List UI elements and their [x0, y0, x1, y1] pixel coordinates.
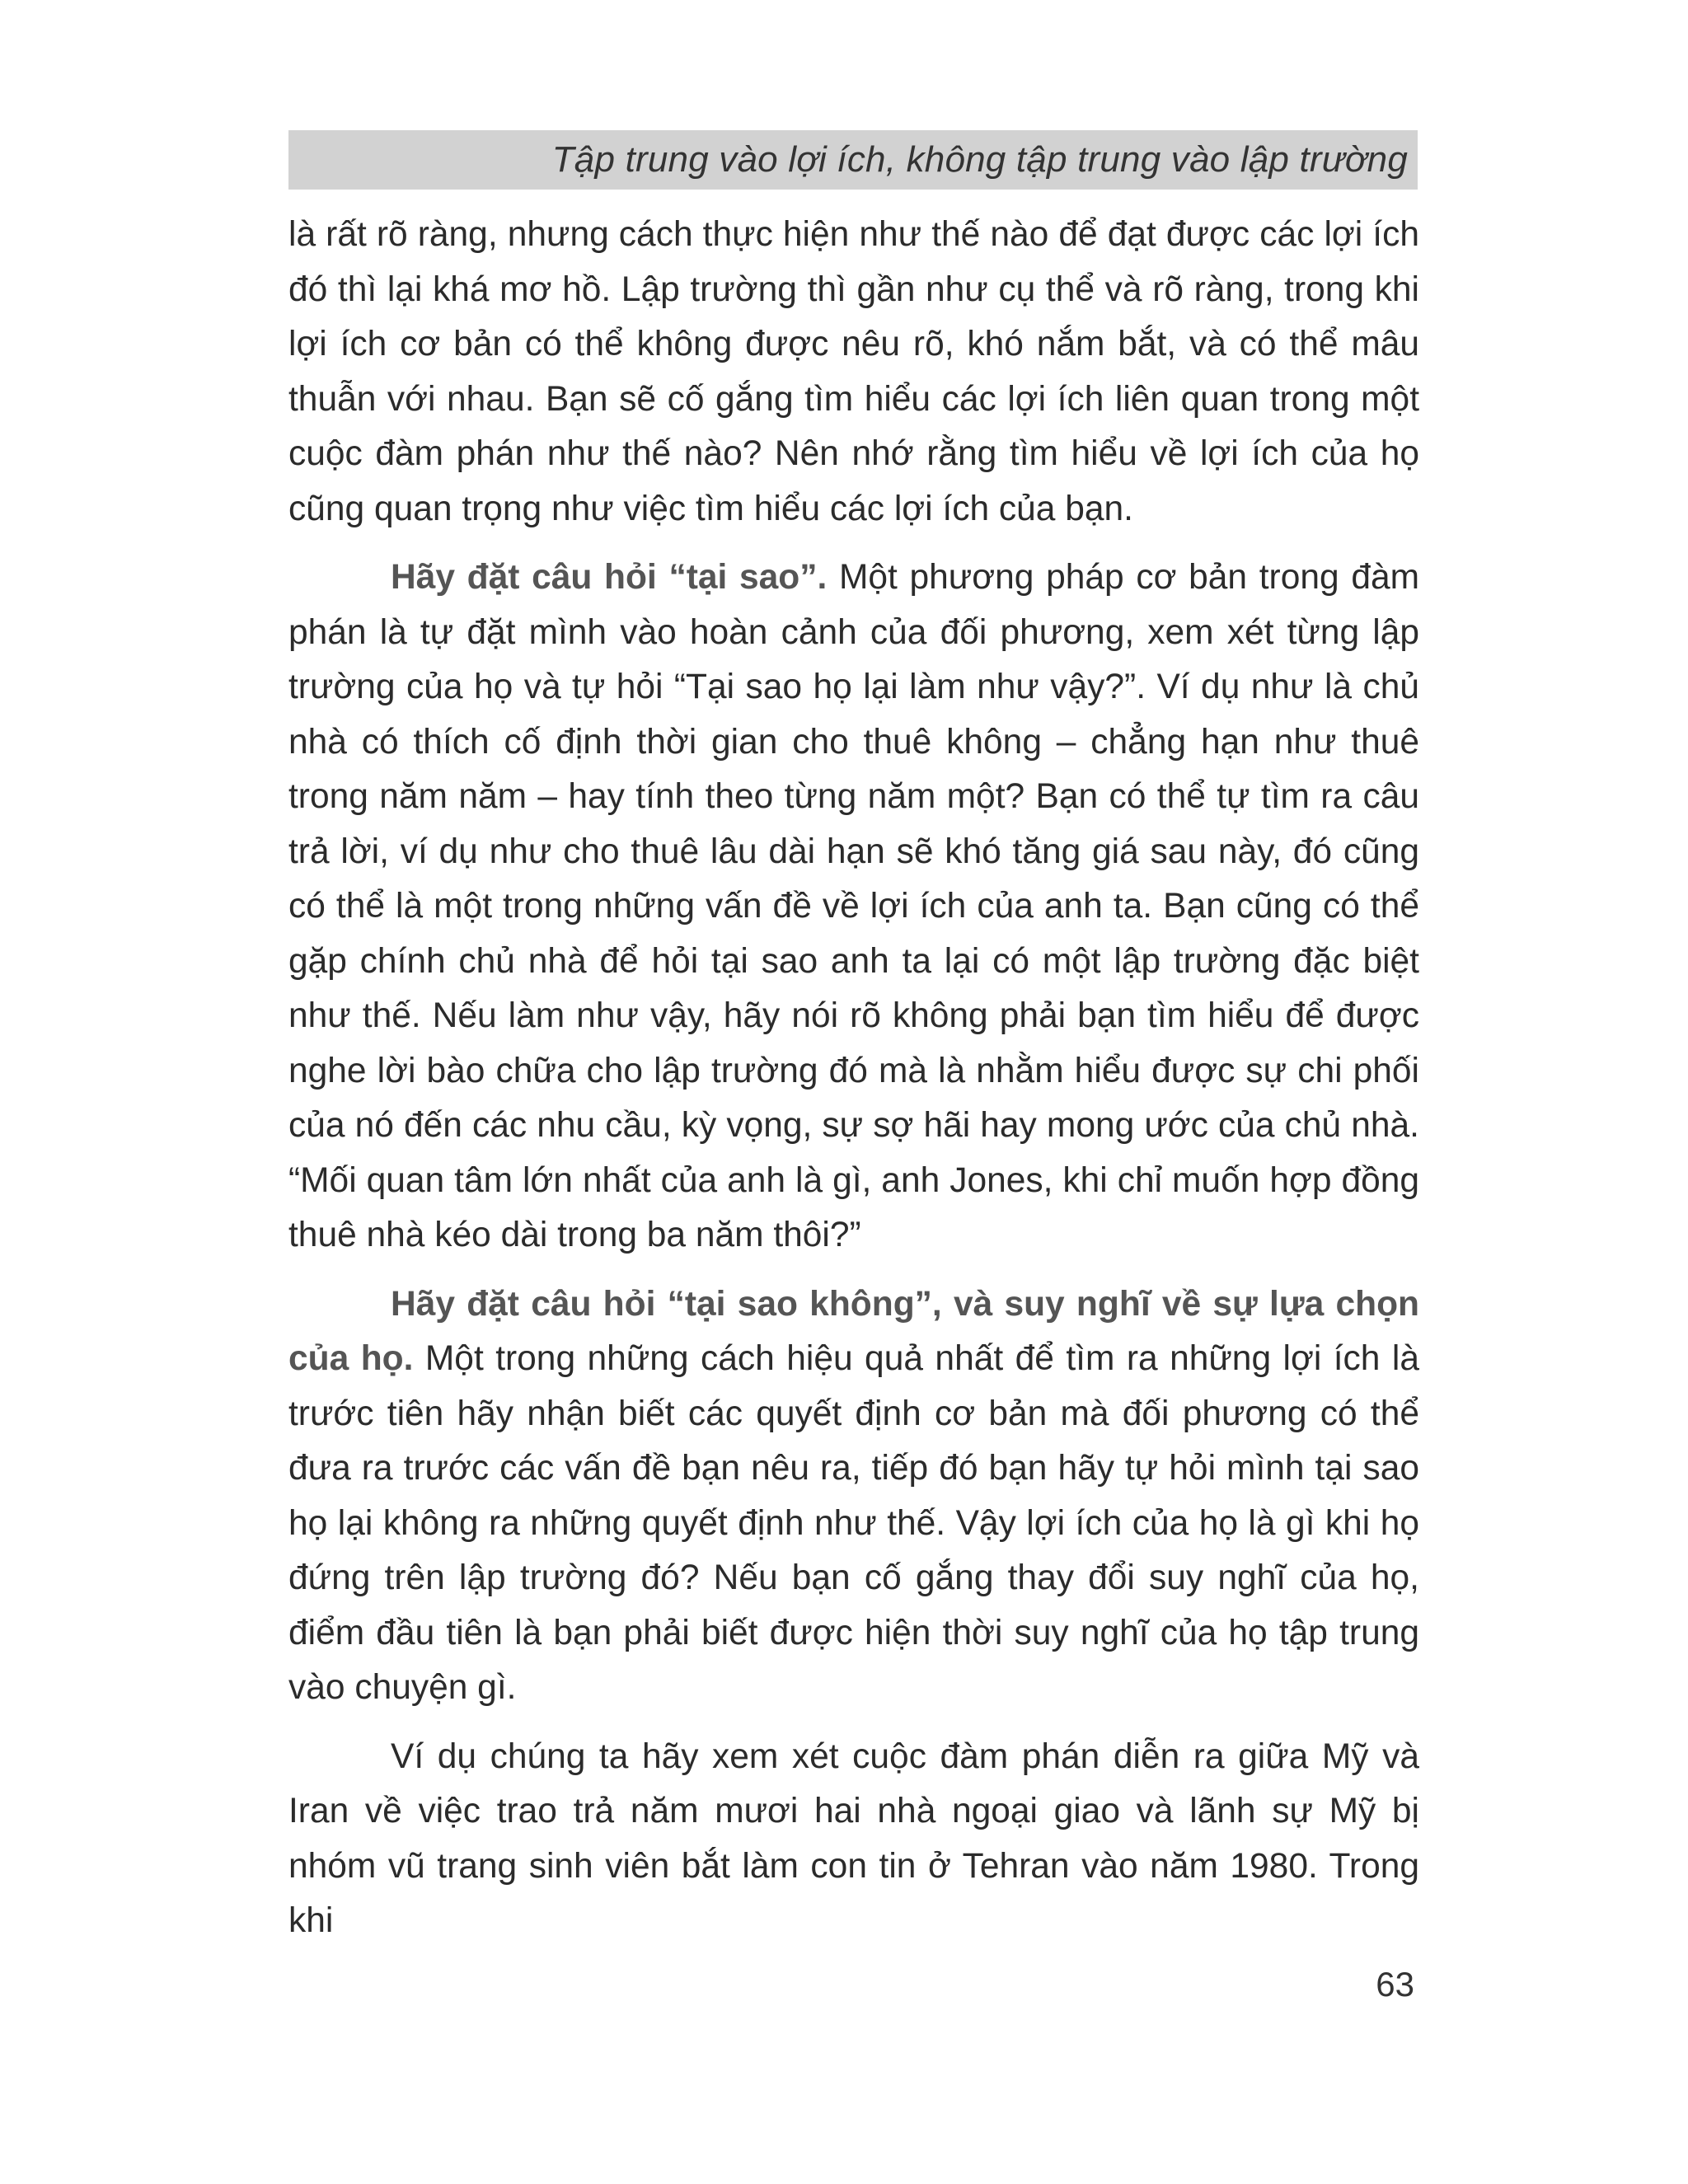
running-header	[288, 130, 1418, 190]
page-number: 63	[1376, 1965, 1414, 2004]
paragraph-ask-why-not	[288, 1277, 1419, 1716]
page-body	[288, 208, 1419, 1949]
paragraph-text: là rất rõ ràng, nhưng cách thực hiện như thế nào để đạt được các lợi ích đó thì lại khá mơ hồ. Lập trường thì gần như cụ thể và rõ ràng, trong khi lợi ích cơ bản có thể không được nêu rõ, khó nắm bắt, và có thể mâu thuẫn với nhau. Bạn sẽ cố gắng tìm hiểu các lợi ích liên quan trong một cuộc đàm phán như thế nào? Nên nhớ rằng tìm hiểu về lợi ích của họ cũng quan trọng như việc tìm hiểu các lợi ích của bạn.	[288, 215, 1419, 528]
paragraph-text: Ví dụ chúng ta hãy xem xét cuộc đàm phán diễn ra giữa Mỹ và Iran về việc trao trả năm mươi hai nhà ngoại giao và lãnh sự Mỹ bị nhóm vũ trang sinh viên bắt làm con tin ở Tehran vào năm 1980. Trong khi	[288, 1736, 1419, 1940]
paragraph-text: Một phương pháp cơ bản trong đàm phán là tự đặt mình vào hoàn cảnh của đối phương, xem xét từng lập trường của họ và tự hỏi “Tại sao họ lại làm như vậy?”. Ví dụ như là chủ nhà có thích cố định thời gian cho thuê không – chẳng hạn như thuê trong năm năm – hay tính theo từng năm một? Bạn có thể tự tìm ra câu trả lời, ví dụ như cho thuê lâu dài hạn sẽ khó tăng giá sau này, đó cũng có thể là một trong những vấn đề về lợi ích của anh ta. Bạn cũng có thể gặp chính chủ nhà để hỏi tại sao anh ta lại có một lập trường đặc biệt như thế. Nếu làm như vậy, hãy nói rõ không phải bạn tìm hiểu để được nghe lời bào chữa cho lập trường đó mà là nhằm hiểu được sự chi phối của nó đến các nhu cầu, kỳ vọng, sự sợ hãi hay mong ước của chủ nhà. “Mối quan tâm lớn nhất của anh là gì, anh Jones, khi chỉ muốn hợp đồng thuê nhà kéo dài trong ba năm thôi?”	[288, 558, 1419, 1254]
paragraph-lead: Hãy đặt câu hỏi “tại sao không”, và suy nghĩ về sự lựa chọn của họ.	[288, 1284, 1419, 1378]
paragraph-text: Một trong những cách hiệu quả nhất để tìm ra những lợi ích là trước tiên hãy nhận biết các quyết định cơ bản mà đối phương có thể đưa ra trước các vấn đề bạn nêu ra, tiếp đó bạn hãy tự hỏi mình tại sao họ lại không ra những quyết định như thế. Vậy lợi ích của họ là gì khi họ đứng trên lập trường đó? Nếu bạn cố gắng thay đổi suy nghĩ của họ, điểm đầu tiên là bạn phải biết được hiện thời suy nghĩ của họ tập trung vào chuyện gì.	[288, 1339, 1419, 1707]
paragraph-example	[288, 1730, 1419, 1949]
paragraph-lead: Hãy đặt câu hỏi “tại sao”.	[391, 558, 828, 597]
paragraph-continuation	[288, 208, 1419, 537]
paragraph-ask-why	[288, 551, 1419, 1263]
running-header-title: Tập trung vào lợi ích, không tập trung vào lập trường	[551, 139, 1408, 180]
